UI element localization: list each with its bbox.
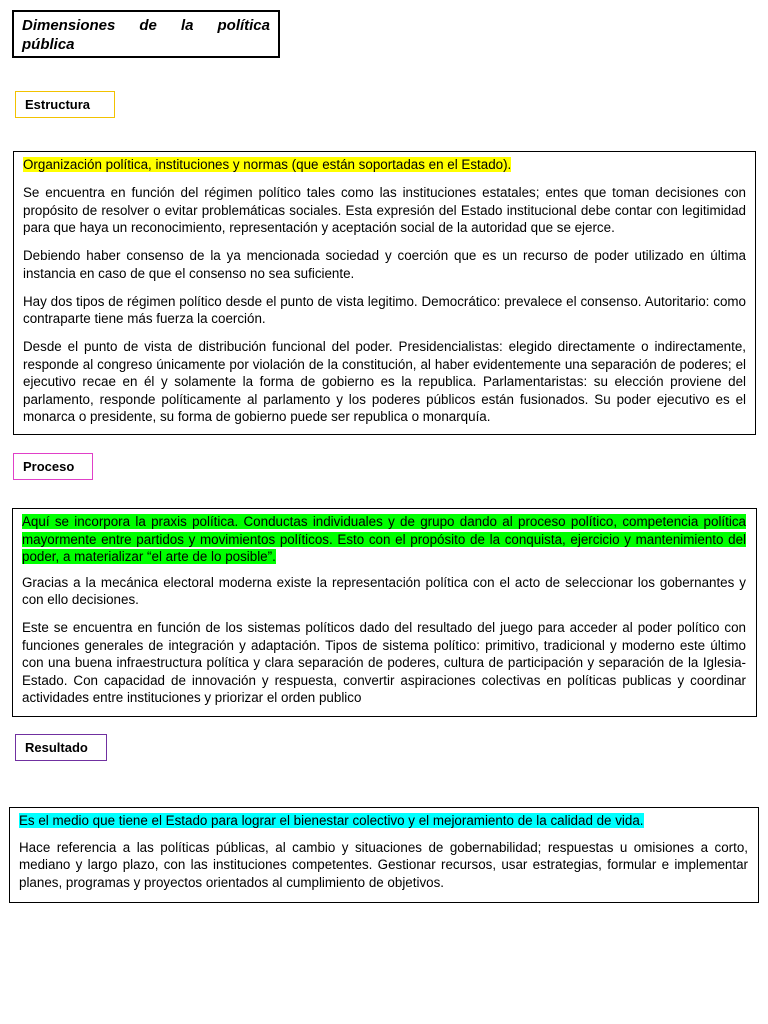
estructura-paragraph: Desde el punto de vista de distribución funcional del poder. Presidencialistas: elegido directamente o indirectamente, responde al congreso únicamente por violación de la constitución, al haber evidentemente una separación de poderes; el ejecutivo recae en él y solamente la forma de gobierno es la republica. Parlamentaristas: su elección proviene del parlamento, responde políticamente al parlamento y los poderes públicos están fusionados. Su poder ejecutivo es el monarca o presidente, su forma de gobierno puede ser republica o monarquía. — [23, 339, 746, 424]
proceso-label: Proceso — [23, 459, 75, 474]
resultado-highlight-paragraph — [19, 812, 748, 830]
resultado-highlight: Es el medio que tiene el Estado para lograr el bienestar colectivo y el mejoramiento de la calidad de vida. — [19, 813, 644, 828]
resultado-label-box — [15, 734, 107, 761]
proceso-label-box — [13, 453, 93, 480]
estructura-paragraph: Debiendo haber consenso de la ya mencionada sociedad y coerción que es un recurso de poder utilizado en última instancia en caso de que el consenso no sea suficiente. — [23, 248, 746, 281]
estructura-content-box — [13, 151, 756, 435]
page-title-line1: Dimensiones de la política — [22, 17, 270, 34]
proceso-paragraph: Este se encuentra en función de los sistemas políticos dado del resultado del juego para acceder al poder político con funciones generales de integración y adaptación. Tipos de sistema político: primitivo, tradicional y moderno este último con una buena infraestructura política y clara separación de poderes, cultura de participación y separación de la Iglesia-Estado. Con capacidad de innovación y respuesta, convertir aspiraciones colectivas en políticas publicas y coordinar actividades entre instituciones y priorizar el orden publico — [22, 620, 746, 705]
proceso-paragraph: Gracias a la mecánica electoral moderna existe la representación política con el acto de seleccionar los gobernantes y con ello decisiones. — [22, 574, 746, 607]
estructura-label-box — [15, 91, 115, 118]
estructura-highlight-paragraph — [23, 156, 746, 174]
proceso-highlight: Aquí se incorpora la praxis política. Conductas individuales y de grupo dando al proceso político, competencia política mayormente entre partidos y movimientos políticos. Esto con el propósito de la conquista, ejercicio y mantenimiento del poder, a materializar “el arte de lo posible”. — [22, 514, 746, 564]
page-title — [12, 10, 280, 58]
estructura-paragraph: Se encuentra en función del régimen político tales como las instituciones estatales; entes que toman decisiones con propósito de resolver o evitar problemáticas sociales. Esta expresión del Estado institucional debe contar con legitimidad para que haya un reconocimiento, representación y aceptación social de la autoridad que se ejerce. — [23, 185, 746, 235]
resultado-content-box — [9, 807, 759, 903]
estructura-paragraph: Hay dos tipos de régimen político desde el punto de vista legitimo. Democrático: prevalece el consenso. Autoritario: como contraparte tiene más fuerza la coerción. — [23, 293, 746, 326]
estructura-label: Estructura — [25, 97, 91, 112]
proceso-highlight-paragraph — [22, 513, 746, 566]
proceso-content-box — [12, 508, 757, 717]
resultado-label: Resultado — [25, 740, 88, 755]
resultado-paragraph: Hace referencia a las políticas públicas, al cambio y situaciones de gobernabilidad; respuestas u omisiones a corto, mediano y largo plazo, con las instituciones competentes. Gestionar recursos, usar estrategias, formular e implementar planes, programas y proyectos orientados al cumplimiento de objetivos. — [19, 839, 748, 890]
page-title-line2: pública — [22, 36, 75, 53]
estructura-highlight: Organización política, instituciones y normas (que están soportadas en el Estado). — [23, 157, 512, 172]
